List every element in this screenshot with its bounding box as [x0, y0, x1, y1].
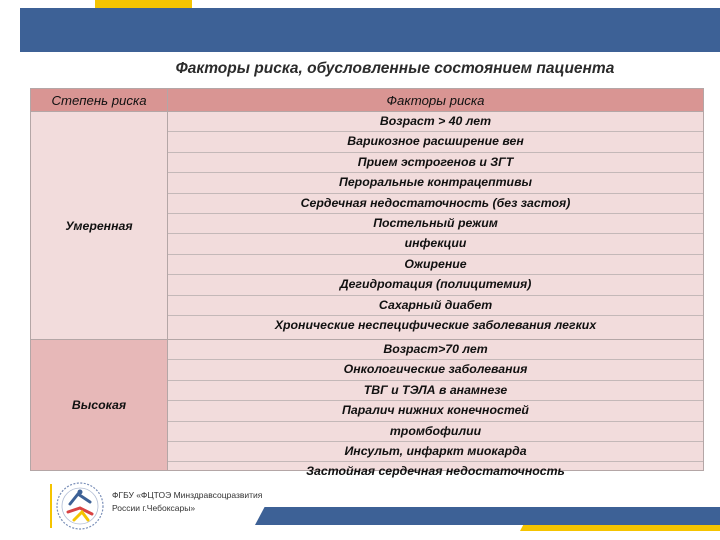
table-row: [31, 340, 704, 471]
factors-moderate-list: [168, 112, 703, 339]
factor-item: тромбофилии: [168, 422, 703, 442]
risk-level-moderate: Умеренная: [31, 112, 168, 340]
bottom-footer-band: [255, 507, 720, 525]
risk-factors-table: [30, 88, 704, 479]
factor-item: Возраст>70 лет: [168, 340, 703, 360]
organization-name: [112, 489, 262, 514]
header-risk-level: Степень риска: [31, 89, 168, 112]
factors-high-cell: [168, 340, 704, 479]
organization-name-line1: ФГБУ «ФЦТОЭ Минздравсоцразвития: [112, 490, 263, 500]
header-risk-factors: Факторы риска: [168, 89, 704, 112]
factor-item: Сердечная недостаточность (без застоя): [168, 194, 703, 214]
factor-item: Застойная сердечная недостаточность: [306, 464, 565, 479]
factor-item: Хронические неспецифические заболевания легких: [274, 317, 597, 332]
organization-logo-icon: [50, 480, 106, 532]
factors-high-list: [168, 340, 703, 479]
risk-level-high: Высокая: [31, 340, 168, 471]
factor-item: Дегидротация (полицитемия): [168, 275, 703, 295]
factors-moderate-cell: [168, 112, 704, 340]
bottom-accent-bar: [520, 525, 720, 531]
slide-title: Факторы риска, обусловленные состоянием пациента: [175, 60, 615, 77]
factor-item: ТВГ и ТЭЛА в анамнезе: [168, 381, 703, 401]
factor-item: инфекции: [168, 234, 703, 254]
factor-item: Возраст > 40 лет: [168, 112, 703, 132]
factor-item: Инсульт, инфаркт миокарда: [168, 442, 703, 462]
table-row: [31, 112, 704, 340]
factor-item: Прием эстрогенов и ЗГТ: [168, 153, 703, 173]
table-header-row: [31, 89, 704, 112]
factor-item: Ожирение: [168, 255, 703, 275]
top-accent-bar: [95, 0, 192, 8]
organization-name-line2: России г.Чебоксары»: [112, 502, 196, 513]
factor-item: Паралич нижних конечностей: [168, 401, 703, 421]
factor-item: Онкологические заболевания: [168, 360, 703, 380]
factor-item: Постельный режим: [168, 214, 703, 234]
factor-item: Сахарный диабет: [168, 296, 703, 316]
factor-item: Варикозное расширение вен: [168, 132, 703, 152]
top-header-band: [20, 8, 720, 52]
factor-item: Пероральные контрацептивы: [168, 173, 703, 193]
